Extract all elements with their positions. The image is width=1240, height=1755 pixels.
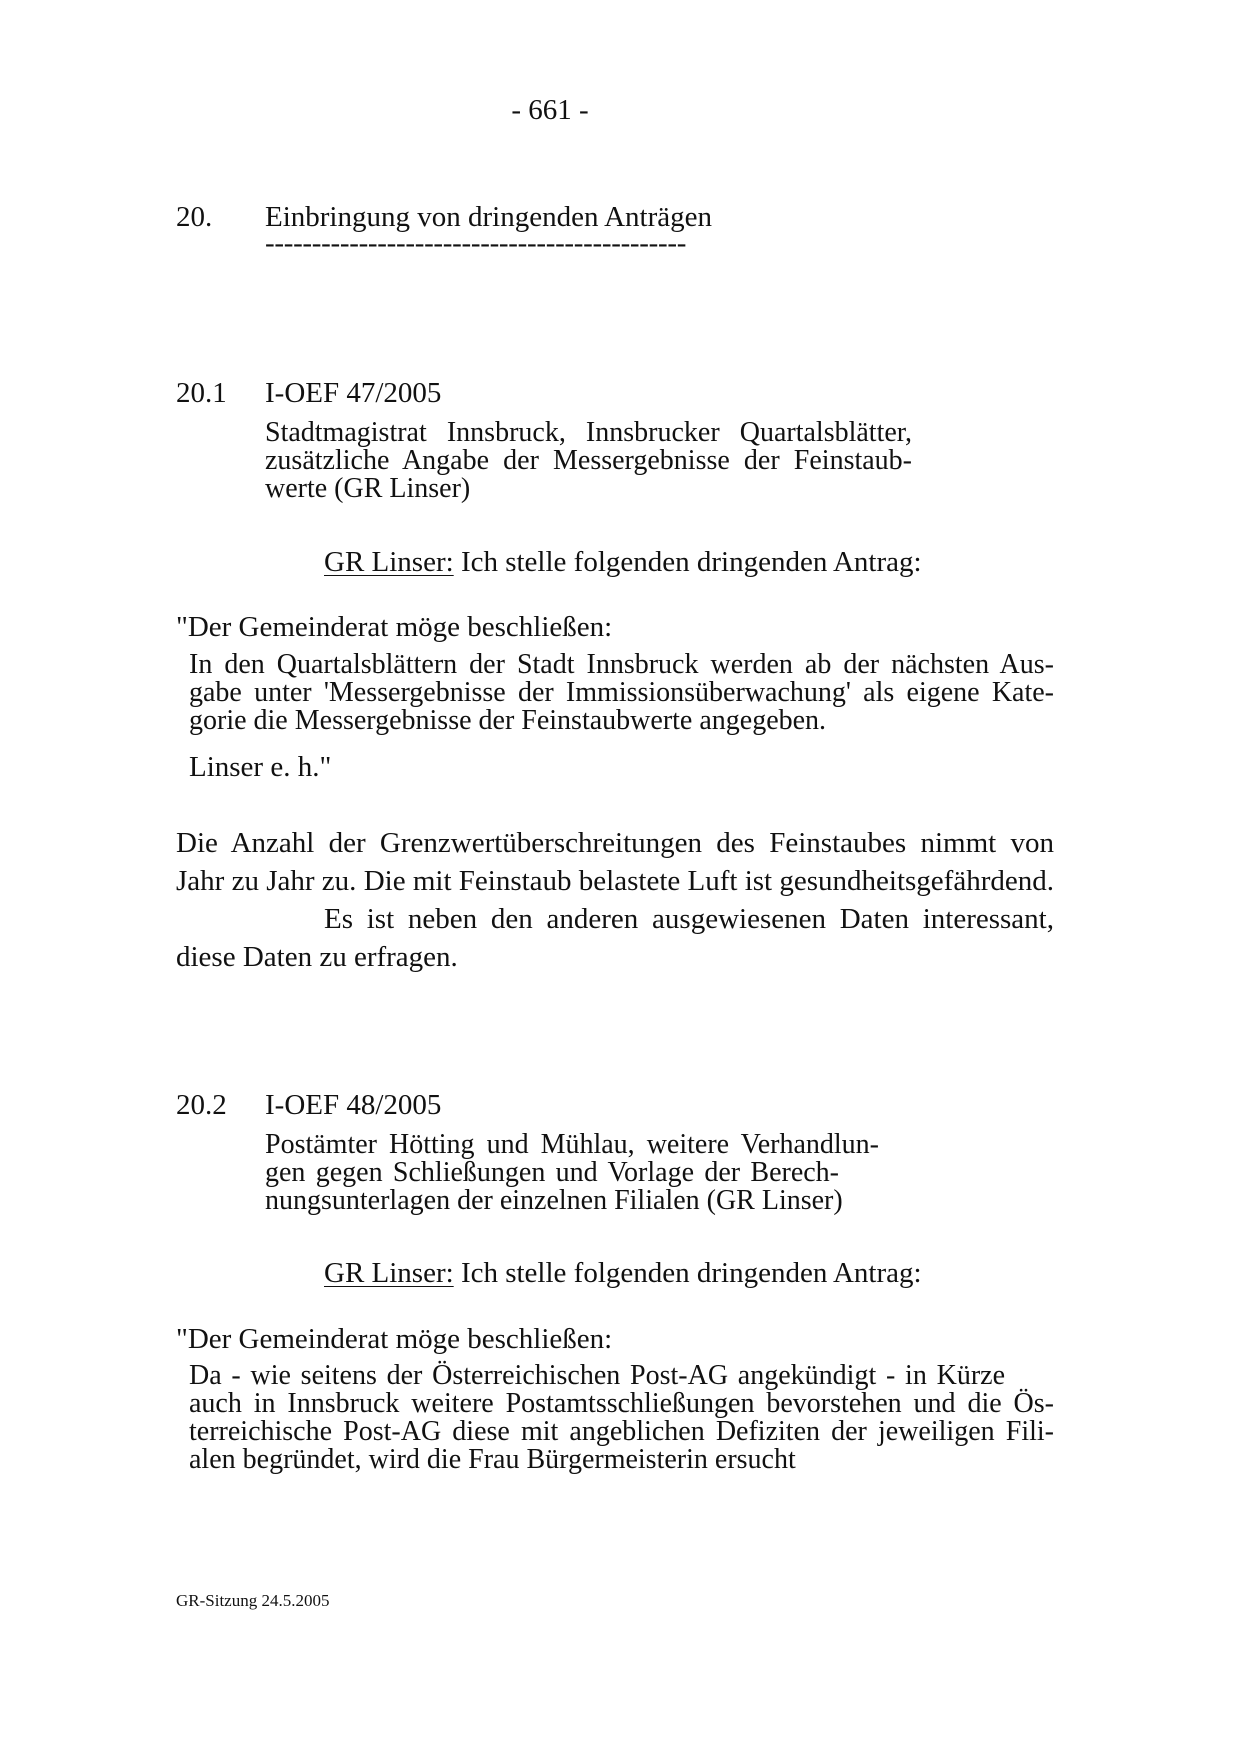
motion-line: auch in Innsbruck weitere Postamtsschließungen bevorstehen und die Ös- bbox=[189, 1388, 1054, 1419]
item-subject-line: Stadtmagistrat Innsbruck, Innsbrucker Quartalsblätter, bbox=[265, 417, 912, 448]
motion-line: alen begründet, wird die Frau Bürgermeisterin ersucht bbox=[189, 1444, 796, 1475]
item-number: 20.1 bbox=[176, 377, 227, 409]
item-subject-line: Postämter Hötting und Mühlau, weitere Verhandlun- bbox=[265, 1129, 879, 1160]
speaker-line bbox=[324, 545, 922, 579]
section-number: 20. bbox=[176, 201, 213, 233]
speaker-text: Ich stelle folgenden dringenden Antrag: bbox=[453, 1257, 922, 1289]
item-number: 20.2 bbox=[176, 1089, 227, 1121]
speaker-name: GR Linser: bbox=[324, 546, 454, 578]
speaker-text: Ich stelle folgenden dringenden Antrag: bbox=[453, 546, 922, 578]
reason-line: Es ist neben den anderen ausgewiesenen Daten interessant, bbox=[324, 903, 1054, 935]
item-subject-line: zusätzliche Angabe der Messergebnisse der Feinstaub- bbox=[265, 445, 912, 476]
item-reference: I-OEF 47/2005 bbox=[265, 377, 442, 409]
footer: GR-Sitzung 24.5.2005 bbox=[176, 1591, 330, 1610]
item-subject-line: nungsunterlagen der einzelnen Filialen (GR Linser) bbox=[265, 1185, 843, 1216]
section-title-underline: --------------------------------------------- bbox=[265, 227, 687, 259]
speaker-line bbox=[324, 1256, 922, 1290]
motion-line: gorie die Messergebnisse der Feinstaubwerte angegeben. bbox=[189, 705, 827, 736]
item-subject-line: werte (GR Linser) bbox=[265, 473, 471, 504]
speaker-name: GR Linser: bbox=[324, 1257, 454, 1289]
motion-line: terreichische Post-AG diese mit angeblichen Defiziten der jeweiligen Fili- bbox=[189, 1416, 1054, 1447]
reason-line: Die Anzahl der Grenzwertüberschreitungen des Feinstaubes nimmt von bbox=[176, 827, 1054, 859]
reason-line: diese Daten zu erfragen. bbox=[176, 941, 458, 973]
motion-line: In den Quartalsblättern der Stadt Innsbruck werden ab der nächsten Aus- bbox=[189, 649, 1054, 680]
motion-signature: Linser e. h." bbox=[189, 751, 332, 783]
reason-line: Jahr zu Jahr zu. Die mit Feinstaub belastete Luft ist gesundheitsgefährdend. bbox=[176, 865, 1054, 897]
motion-intro: "Der Gemeinderat möge beschließen: bbox=[176, 611, 613, 643]
item-reference: I-OEF 48/2005 bbox=[265, 1089, 442, 1121]
motion-line: Da - wie seitens der Österreichischen Post-AG angekündigt - in Kürze bbox=[189, 1360, 1005, 1391]
page-number: - 661 - bbox=[511, 94, 589, 126]
item-subject-line: gen gegen Schließungen und Vorlage der Berech- bbox=[265, 1157, 839, 1188]
motion-line: gabe unter 'Messergebnisse der Immissionsüberwachung' als eigene Kate- bbox=[189, 677, 1054, 708]
section-title: Einbringung von dringenden Anträgen bbox=[265, 201, 712, 233]
motion-intro: "Der Gemeinderat möge beschließen: bbox=[176, 1323, 613, 1355]
